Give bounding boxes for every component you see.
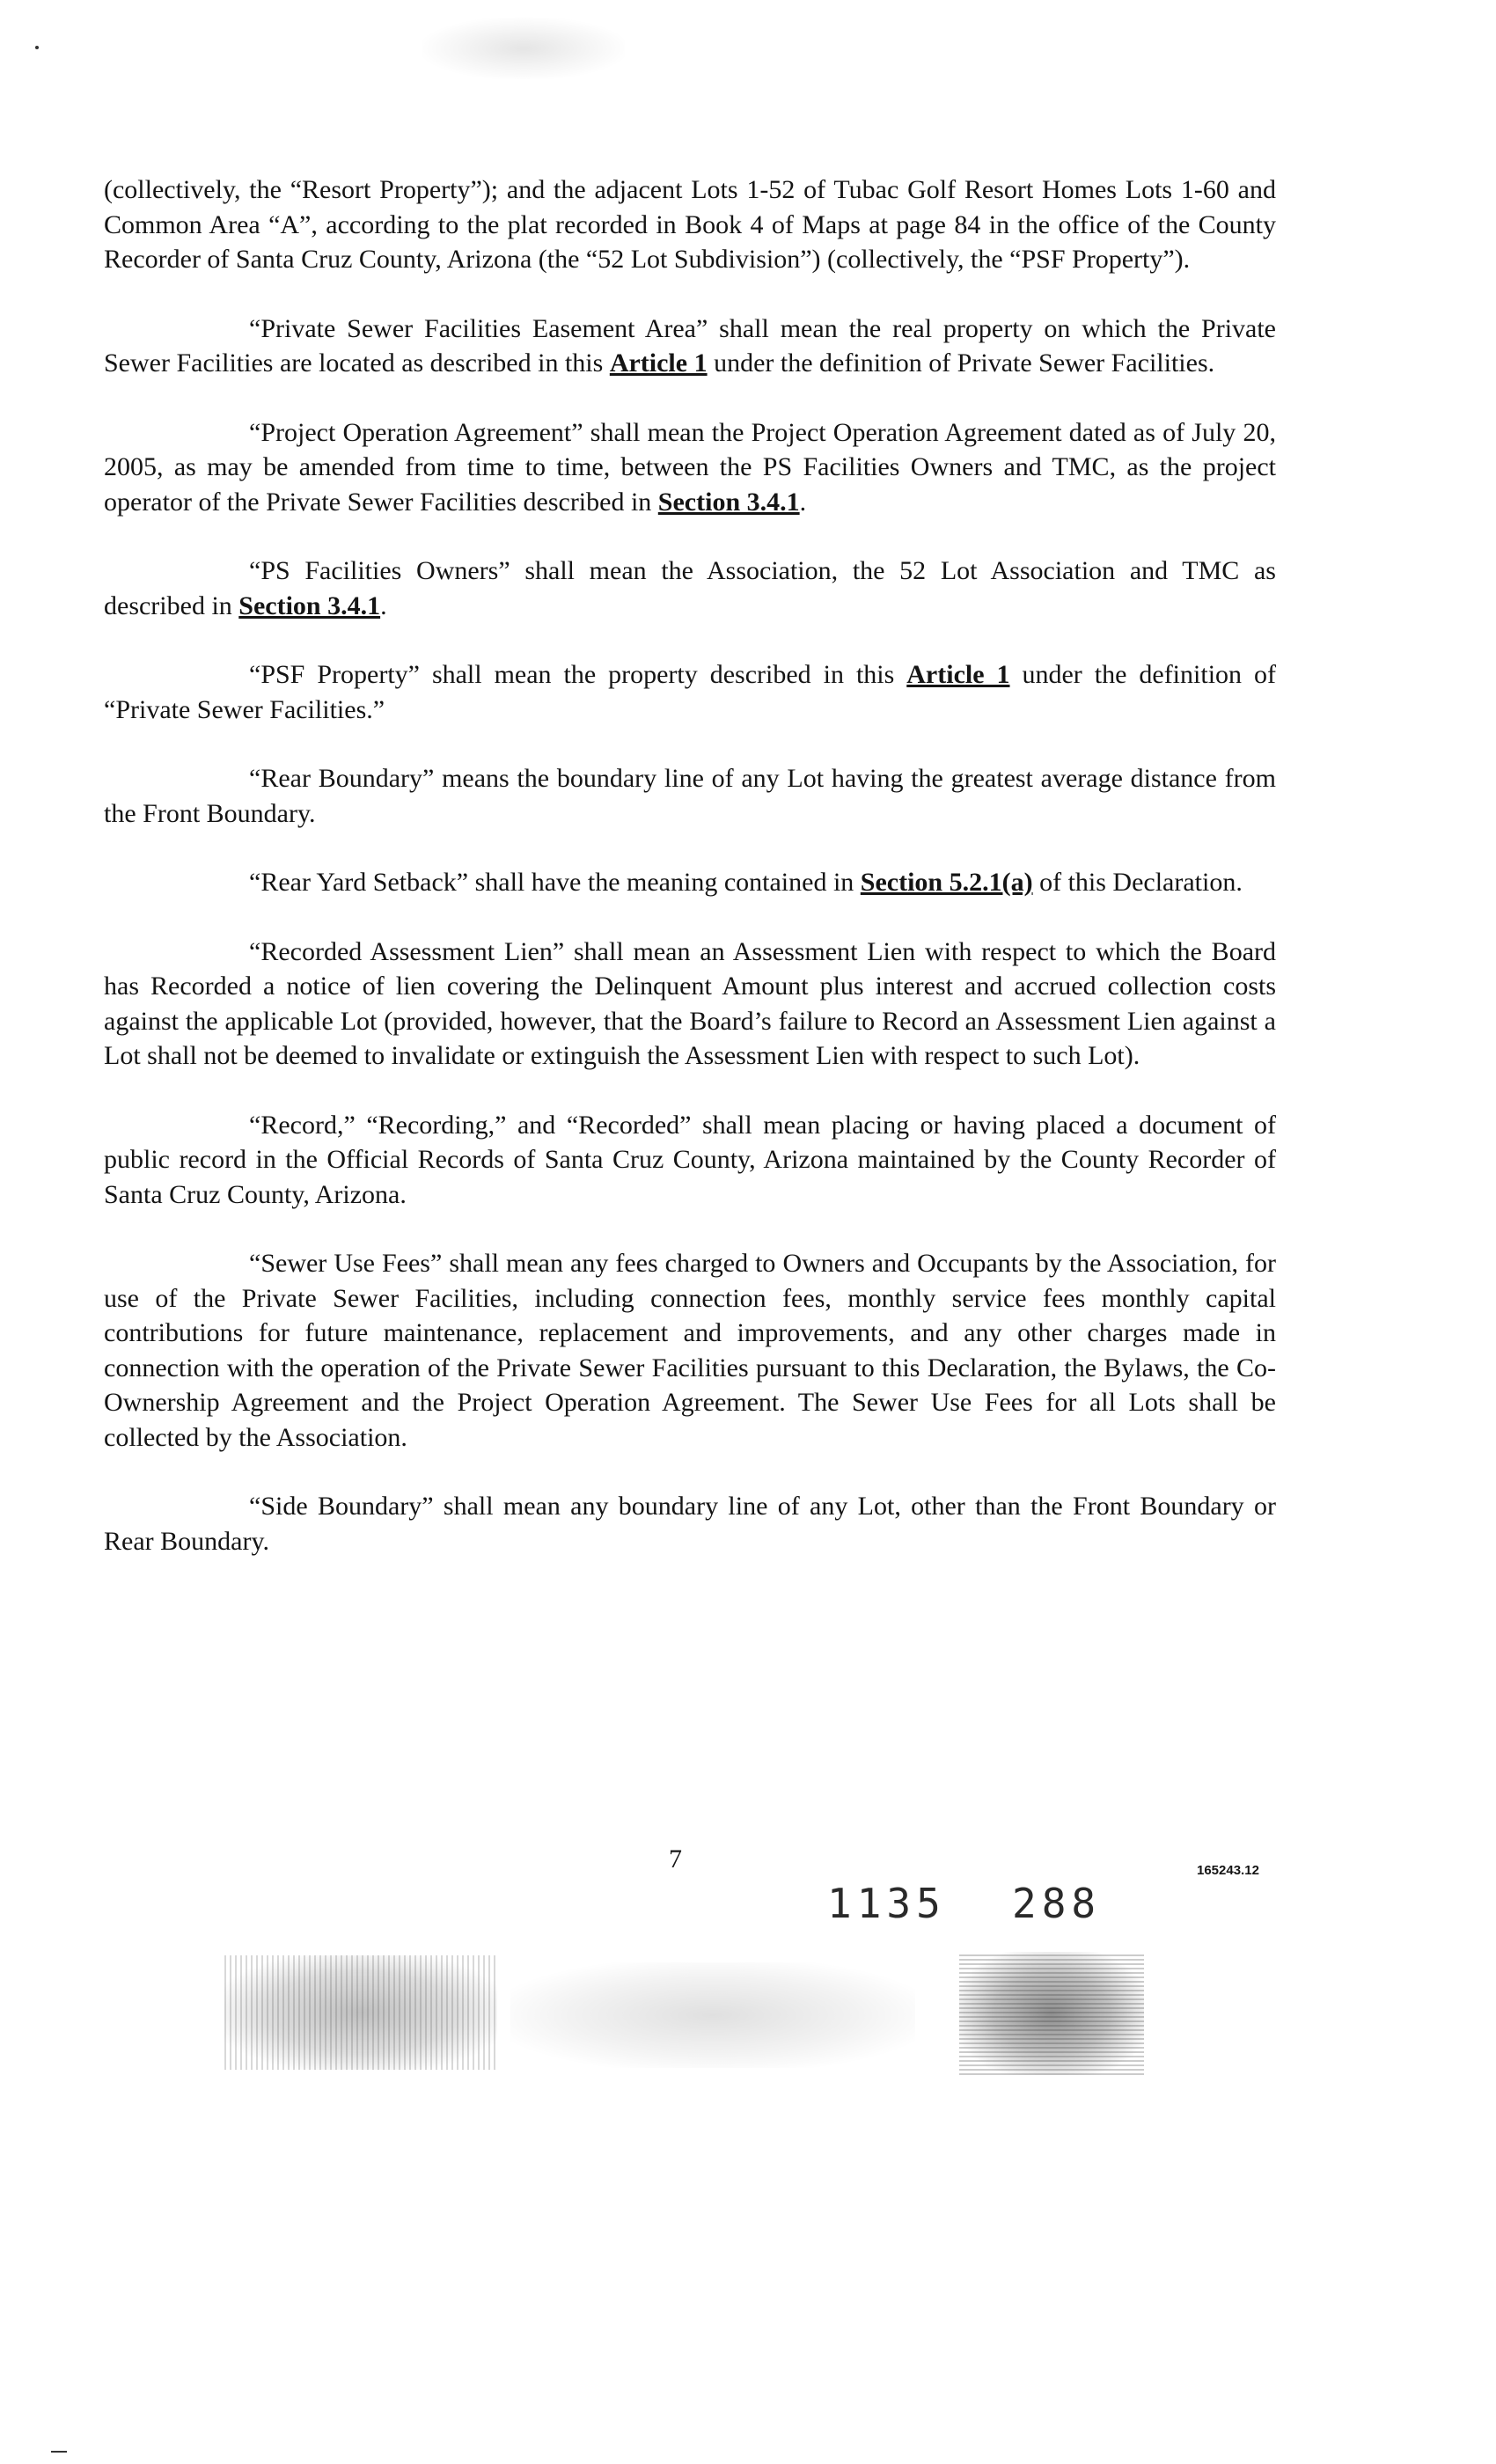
cross-reference: Article 1 — [906, 660, 1010, 689]
definition-paragraph — [104, 415, 1276, 520]
scan-speck — [35, 46, 39, 49]
paragraph-text: . — [380, 590, 387, 620]
definition-paragraph — [104, 312, 1276, 381]
definition-paragraph — [104, 657, 1276, 727]
scan-speck — [51, 2451, 67, 2453]
paragraph-text: under the definition of “Private Sewer Facilities.” — [104, 660, 1276, 724]
definitions-body — [104, 172, 1276, 1593]
paragraph-text: “Rear Yard Setback” shall have the meaning contained in — [249, 868, 861, 897]
scan-smudge-bottom-left — [224, 1955, 497, 2070]
recording-stamp-book: 1135 — [827, 1880, 946, 1927]
scan-smudge-bottom-right — [959, 1952, 1144, 2075]
paragraph-text: “Recorded Assessment Lien” shall mean an Assessment Lien with respect to which the Board has Recorded a notice of lien covering the Delinquent Amount plus interest and accrued collection costs against the applicable Lot (provided, however, that the Board’s failure to Record an Assessment Lien against a Lot shall not be deemed to invalidate or extinguish the Assessment Lien with respect to such Lot). — [104, 936, 1276, 1070]
definition-paragraph — [104, 1108, 1276, 1213]
cross-reference: Section 5.2.1(a) — [860, 868, 1033, 897]
paragraph-text: “Record,” “Recording,” and “Recorded” shall mean placing or having placed a document of public record in the Official Records of Santa Cruz County, Arizona maintained by the County Recorder of Santa Cruz County, Arizona. — [104, 1110, 1276, 1209]
definition-paragraph — [104, 865, 1276, 900]
paragraph-text: “Side Boundary” shall mean any boundary line of any Lot, other than the Front Boundary or Rear Boundary. — [104, 1492, 1276, 1556]
definition-paragraph — [104, 1489, 1276, 1558]
paragraph-text: of this Declaration. — [1032, 868, 1243, 897]
paragraph-text: “Private Sewer Facilities Easement Area” shall mean the real property on which the Private Sewer Facilities are located as described in this — [104, 313, 1276, 378]
scan-smudge-top — [422, 18, 625, 79]
page-number: 7 — [669, 1844, 682, 1874]
paragraph-text: “PSF Property” shall mean the property described in this — [249, 660, 907, 689]
cross-reference: Article 1 — [609, 348, 708, 378]
paragraph-text: “Sewer Use Fees” shall mean any fees charged to Owners and Occupants by the Association, for use of the Private Sewer Facilities, including connection fees, monthly service fees monthly capital contributions for future maintenance, replacement and improvements, and any other charges made in connection with the operation of the Private Sewer Facilities pursuant to this Declaration, the Bylaws, the Co-Ownership Agreement and the Project Operation Agreement. The Sewer Use Fees for all Lots shall be collected by the Association. — [104, 1249, 1276, 1452]
cross-reference: Section 3.4.1 — [238, 590, 381, 620]
definition-paragraph — [104, 935, 1276, 1074]
paragraph-text: under the definition of Private Sewer Facilities. — [707, 348, 1215, 378]
scan-smudge-bottom-mid — [510, 1962, 915, 2068]
definition-paragraph — [104, 1246, 1276, 1455]
paragraph-text: “Rear Boundary” means the boundary line of any Lot having the greatest average distance from the Front Boundary. — [104, 764, 1276, 828]
paragraph-text: (collectively, the “Resort Property”); and the adjacent Lots 1-52 of Tubac Golf Resort Homes Lots 1-60 and Common Area “A”, according to the plat recorded in Book 4 of Maps at page 84 in the office of the County Recorder of Santa Cruz County, Arizona (the “52 Lot Subdivision”) (collectively, the “PSF Property”). — [104, 175, 1276, 274]
definition-paragraph — [104, 554, 1276, 623]
cross-reference: Section 3.4.1 — [657, 487, 800, 517]
document-code: 165243.12 — [1197, 1863, 1259, 1878]
paragraph-text: “PS Facilities Owners” shall mean the Association, the 52 Lot Association and TMC as described in — [104, 556, 1276, 620]
definition-paragraph — [104, 172, 1276, 277]
paragraph-text: “Project Operation Agreement” shall mean the Project Operation Agreement dated as of July 20, 2005, as may be amended from time to time, between the PS Facilities Owners and TMC, as the project operator of the Private Sewer Facilities described in — [104, 417, 1276, 517]
definition-paragraph — [104, 761, 1276, 831]
paragraph-text: . — [799, 487, 807, 517]
recording-stamp-page: 288 — [1012, 1880, 1102, 1927]
